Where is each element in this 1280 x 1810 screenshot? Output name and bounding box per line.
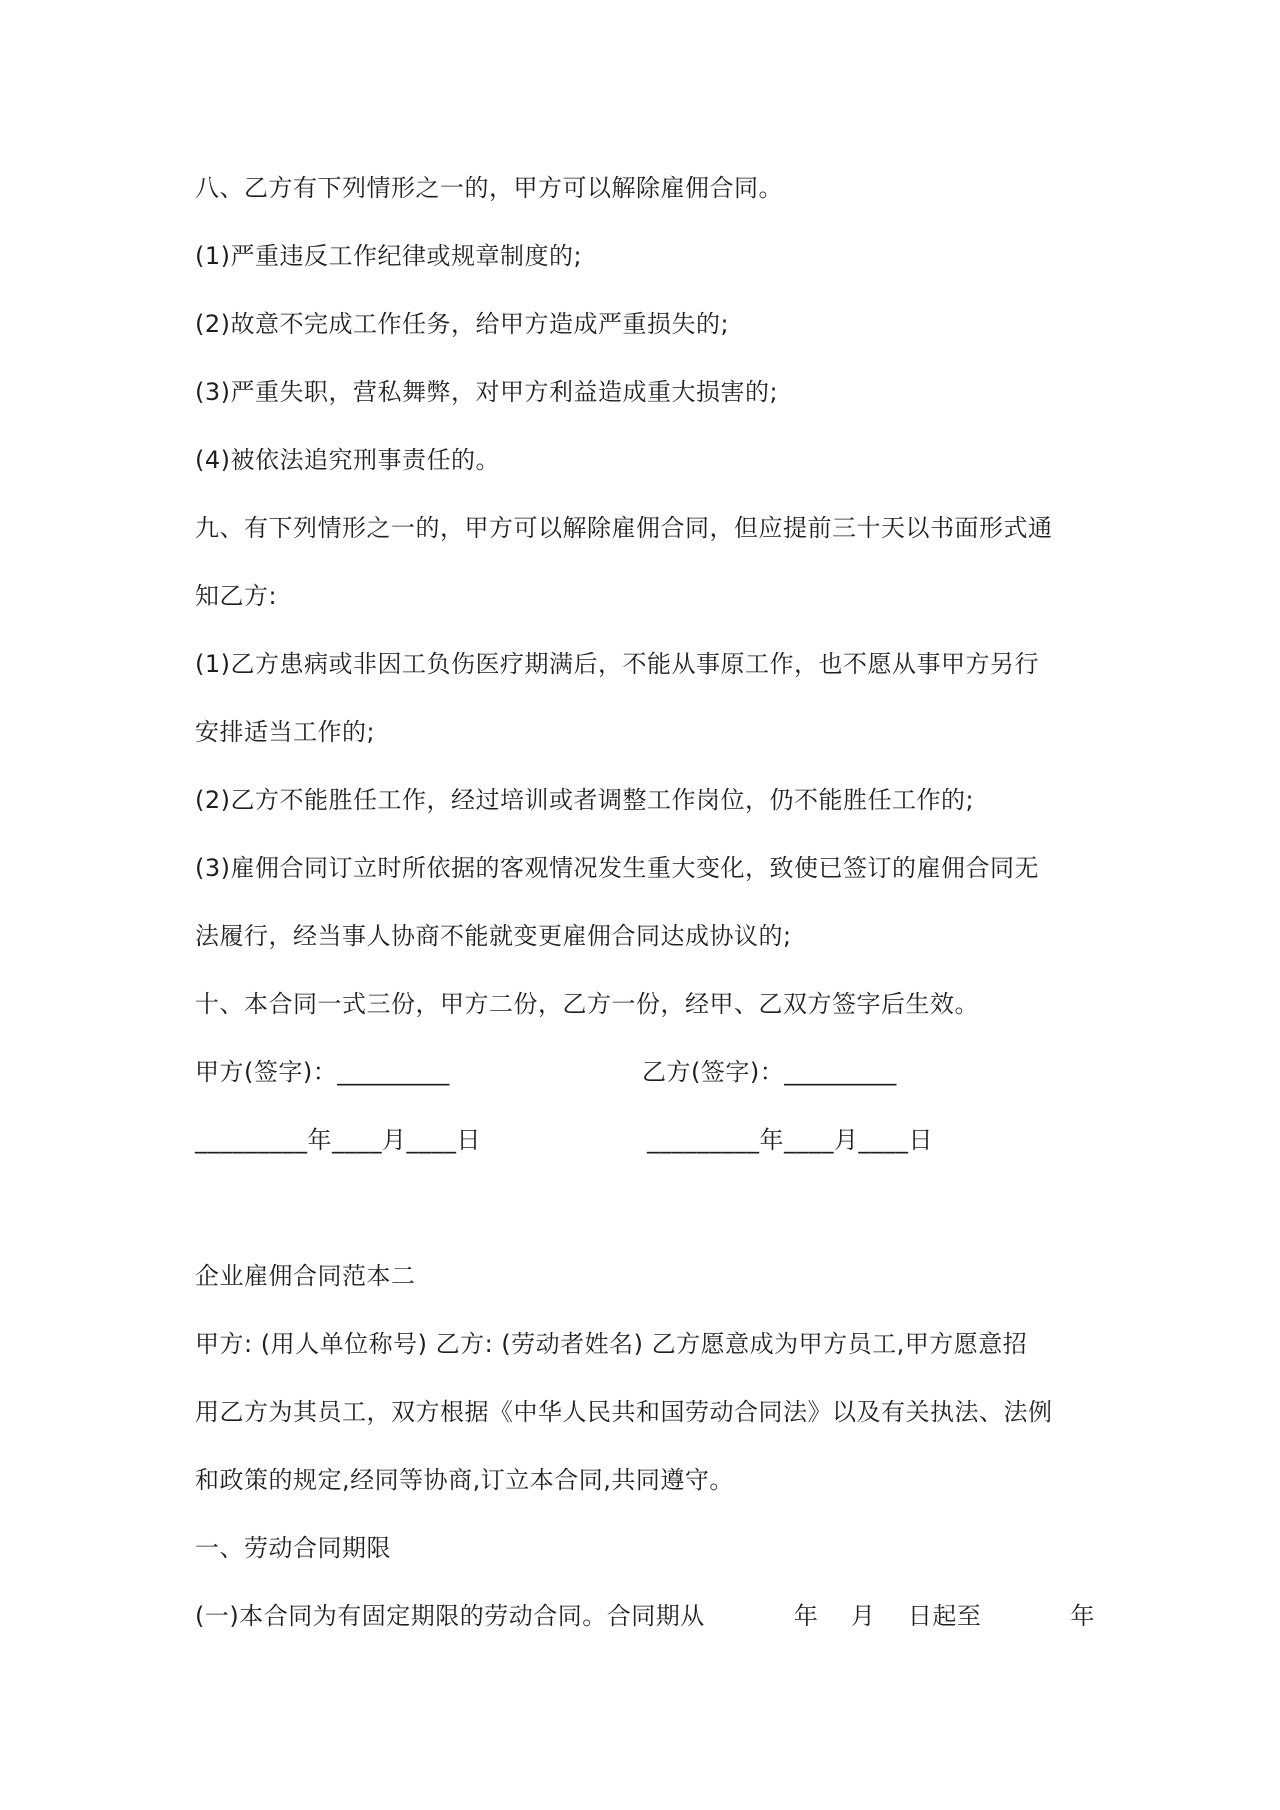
section-9-item-3-line-2: 法履行，经当事人协商不能就变更雇佣合同达成协议的; <box>195 922 792 950</box>
clause-1-text: (一)本合同为有固定期限的劳动合同。合同期从 <box>195 1602 705 1630</box>
section-9-item-2: (2)乙方不能胜任工作，经过培训或者调整工作岗位，仍不能胜任工作的; <box>195 786 975 814</box>
section-9-heading-line-1: 九、有下列情形之一的，甲方可以解除雇佣合同，但应提前三十天以书面形式通 <box>195 514 1053 542</box>
section-9-heading-line-2: 知乙方: <box>195 582 278 610</box>
party-b-date: _________年____月____日 <box>647 1126 933 1154</box>
section-10-text: 十、本合同一式三份，甲方二份，乙方一份，经甲、乙双方签字后生效。 <box>195 990 979 1018</box>
party-a-date: _________年____月____日 <box>195 1126 481 1154</box>
template-2-intro-line-2: 用乙方为其员工，双方根据《中华人民共和国劳动合同法》以及有关执法、法例 <box>195 1398 1053 1426</box>
clause-1-line <box>195 1598 1095 1634</box>
section-8-item-3: (3)严重失职，营私舞弊，对甲方利益造成重大损害的; <box>195 378 779 406</box>
party-a-signature: 甲方(签字)：_________ <box>195 1058 450 1086</box>
clause-1-date: 年 月 日起至 <box>793 1602 982 1630</box>
template-2-intro-line-1: 甲方: (用人单位称号) 乙方: (劳动者姓名) 乙方愿意成为甲方员工,甲方愿意招 <box>195 1330 1028 1358</box>
section-1-heading: 一、劳动合同期限 <box>195 1534 391 1562</box>
template-2-intro-line-3: 和政策的规定,经同等协商,订立本合同,共同遵守。 <box>195 1466 734 1494</box>
section-9-item-1-line-2: 安排适当工作的; <box>195 718 376 746</box>
section-8-item-4: (4)被依法追究刑事责任的。 <box>195 446 500 474</box>
section-8-item-2: (2)故意不完成工作任务，给甲方造成严重损失的; <box>195 310 730 338</box>
template-2-title: 企业雇佣合同范本二 <box>195 1262 416 1290</box>
party-b-signature: 乙方(签字)：_________ <box>642 1058 897 1086</box>
section-8-heading: 八、乙方有下列情形之一的，甲方可以解除雇佣合同。 <box>195 174 783 202</box>
section-9-item-3-line-1: (3)雇佣合同订立时所依据的客观情况发生重大变化，致使已签订的雇佣合同无 <box>195 854 1039 882</box>
clause-1-end-year: 年 <box>1070 1602 1095 1630</box>
section-8-item-1: (1)严重违反工作纪律或规章制度的; <box>195 242 583 270</box>
section-9-item-1-line-1: (1)乙方患病或非因工负伤医疗期满后，不能从事原工作，也不愿从事甲方另行 <box>195 650 1039 678</box>
